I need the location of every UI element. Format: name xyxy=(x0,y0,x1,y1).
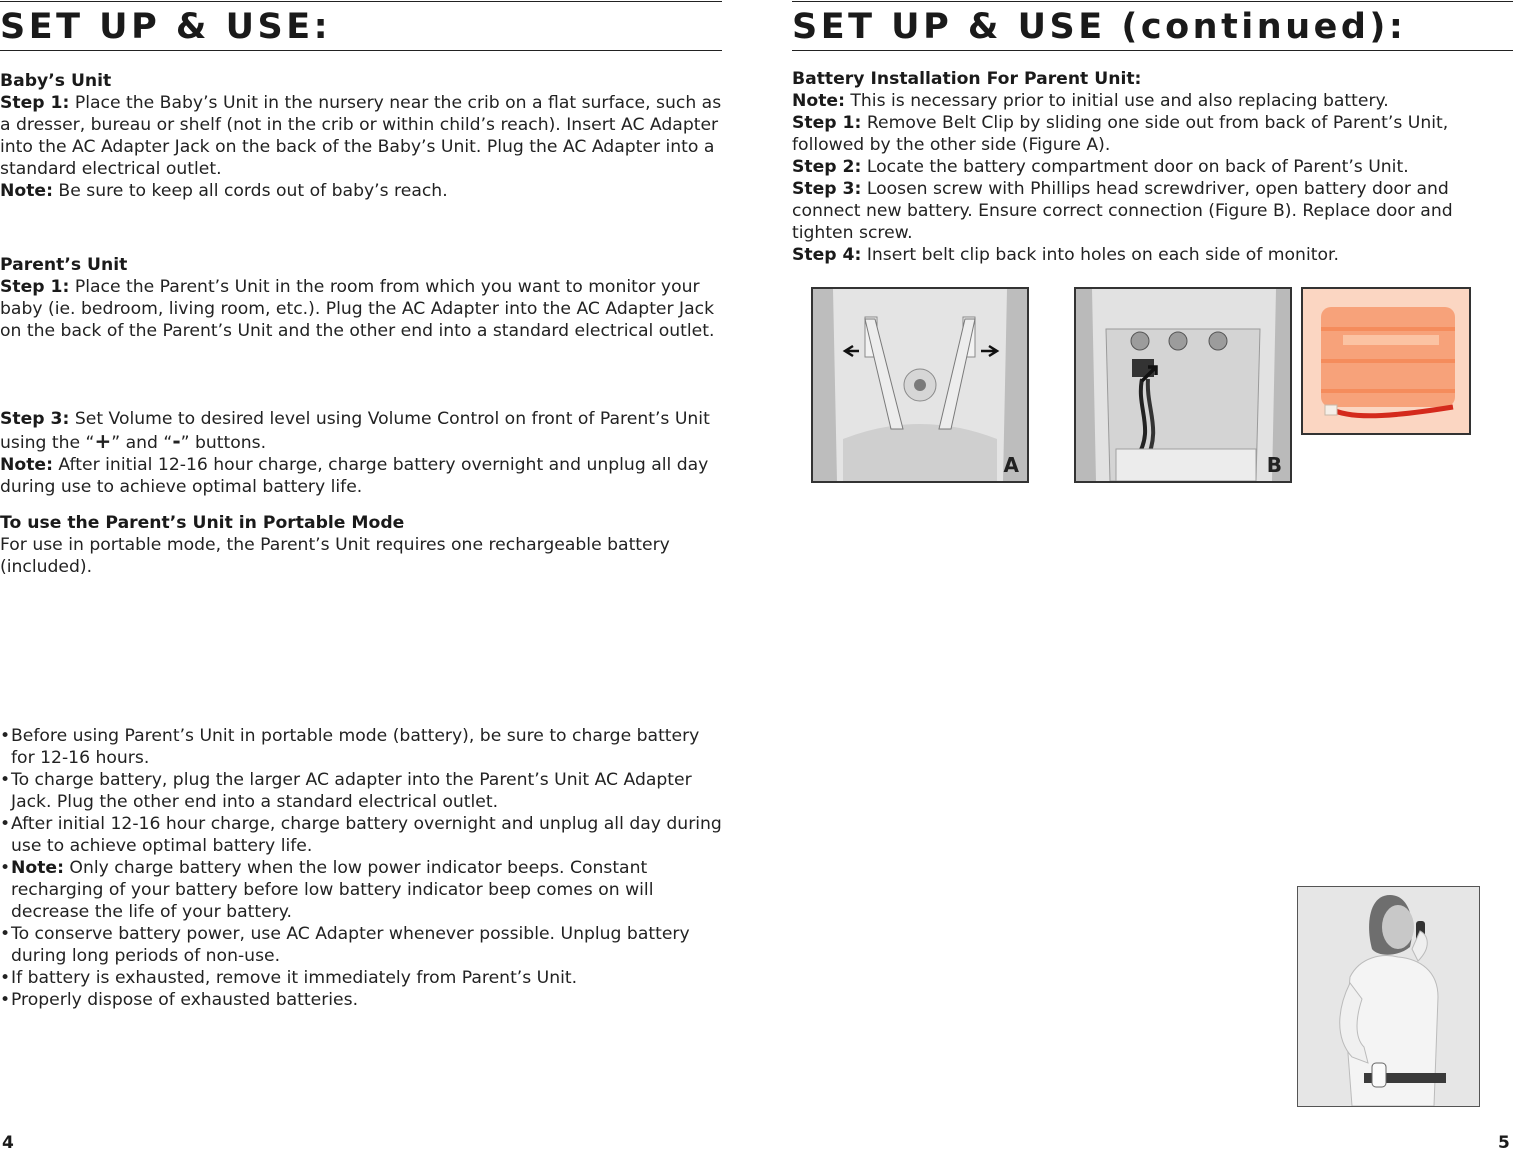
step3-label: Step 3: xyxy=(792,179,862,199)
step1-label: Step 1: xyxy=(792,113,862,133)
step3-text-b: ” and “ xyxy=(111,433,173,453)
belt-clip-illustration xyxy=(813,289,1027,481)
step1-label: Step 1: xyxy=(0,93,70,113)
bullet-text: After initial 12-16 hour charge, charge battery overnight and unplug all day during use to achieve optimal battery life. xyxy=(11,814,722,856)
figure-a-label: A xyxy=(1003,453,1019,477)
bullet-text: To conserve battery power, use AC Adapter whenever possible. Unplug battery during long periods of non-use. xyxy=(11,924,690,966)
parents-unit-heading: Parent’s Unit xyxy=(0,255,128,275)
bullet-text: To charge battery, plug the larger AC adapter into the Parent’s Unit AC Adapter Jack. Plug the other end into a standard electrical outlet. xyxy=(11,770,692,812)
list-item: •Note: Only charge battery when the low power indicator beeps. Constant recharging of your battery before low battery indicator beep comes on will decrease the life of your battery. xyxy=(0,858,654,922)
title-rule xyxy=(792,50,1513,51)
step4-text: Insert belt clip back into holes on each side of monitor. xyxy=(861,245,1339,265)
step1-text: Place the Parent’s Unit in the room from which you want to monitor your baby (ie. bedroom, living room, etc.). Plug the AC Adapter into the AC Adapter Jack on the back of the Parent’s Unit and the other end into a standard electrical outlet. xyxy=(0,277,715,341)
portable-mode-heading: To use the Parent’s Unit in Portable Mode xyxy=(0,513,405,533)
step1-text: Remove Belt Clip by sliding one side out from back of Parent’s Unit, followed by the other side (Figure A). xyxy=(792,113,1449,155)
bullet-text: Before using Parent’s Unit in portable mode (battery), be sure to charge battery for 12-16 hours. xyxy=(11,726,700,768)
right-page xyxy=(792,0,1513,1154)
list-item: •After initial 12-16 hour charge, charge battery overnight and unplug all day during use to achieve optimal battery life. xyxy=(0,814,722,856)
portable-mode-section xyxy=(0,512,722,578)
page-title: SET UP & USE: xyxy=(0,7,332,47)
step3-label: Step 3: xyxy=(0,409,70,429)
battery-compartment-illustration xyxy=(1076,289,1290,481)
step1-text: Place the Baby’s Unit in the nursery near the crib on a flat surface, such as a dresser, bureau or shelf (not in the crib or within child’s reach). Insert AC Adapter into the AC Adapter Jack on the back of the Baby’s Unit. Plug the AC Adapter into a standard electrical outlet. xyxy=(0,93,722,179)
battery-installation-heading: Battery Installation For Parent Unit: xyxy=(792,69,1142,89)
portable-mode-text: For use in portable mode, the Parent’s Unit requires one rechargeable battery (included). xyxy=(0,535,670,577)
top-rule xyxy=(0,1,722,2)
step3-text-a: Set Volume to desired level using Volume Control on front of Parent’s Unit using the “ xyxy=(0,409,710,453)
plus-symbol: + xyxy=(94,429,112,453)
minus-symbol: - xyxy=(172,429,181,453)
battery-pack-illustration xyxy=(1303,289,1469,433)
battery-tips-list xyxy=(0,725,722,1011)
step3-text: Loosen screw with Phillips head screwdriver, open battery door and connect new battery. Ensure correct connection (Figure B). Replace door and tighten screw. xyxy=(792,179,1453,243)
note-label: Note: xyxy=(792,91,845,111)
left-page xyxy=(0,0,722,1154)
step4-label: Step 4: xyxy=(792,245,862,265)
note-text: Be sure to keep all cords out of baby’s reach. xyxy=(52,181,448,201)
bullet-text: If battery is exhausted, remove it immediately from Parent’s Unit. xyxy=(11,968,578,988)
page-number: 5 xyxy=(1498,1133,1510,1153)
page-title: SET UP & USE (continued): xyxy=(792,7,1407,47)
step3-section xyxy=(0,408,722,498)
figure-b-battery-compartment-photo xyxy=(1074,287,1292,483)
woman-illustration xyxy=(1298,887,1479,1106)
parents-unit-section xyxy=(0,254,722,342)
woman-with-parent-unit-photo xyxy=(1297,886,1480,1107)
step2-text: Locate the battery compartment door on back of Parent’s Unit. xyxy=(861,157,1409,177)
title-rule xyxy=(0,50,722,51)
figure-a-belt-clip-photo xyxy=(811,287,1029,483)
note-label: Note: xyxy=(11,858,64,878)
step3-text-c: ” buttons. xyxy=(180,433,267,453)
note-label: Note: xyxy=(0,455,53,475)
note-label: Note: xyxy=(0,181,53,201)
page-number: 4 xyxy=(2,1133,14,1153)
note-text: After initial 12-16 hour charge, charge battery overnight and unplug all day during use to achieve optimal battery life. xyxy=(0,455,709,497)
note-text: This is necessary prior to initial use and also replacing battery. xyxy=(844,91,1389,111)
list-item: •If battery is exhausted, remove it immediately from Parent’s Unit. xyxy=(0,968,578,988)
bullet-text: Properly dispose of exhausted batteries. xyxy=(11,990,359,1010)
babys-unit-section xyxy=(0,70,722,202)
list-item: •To conserve battery power, use AC Adapter whenever possible. Unplug battery during long periods of non-use. xyxy=(0,924,690,966)
step1-label: Step 1: xyxy=(0,277,70,297)
battery-installation-section xyxy=(792,68,1492,266)
list-item: •Properly dispose of exhausted batteries. xyxy=(0,990,359,1010)
babys-unit-heading: Baby’s Unit xyxy=(0,71,112,91)
top-rule xyxy=(792,1,1513,2)
step2-label: Step 2: xyxy=(792,157,862,177)
battery-photo xyxy=(1301,287,1471,435)
list-item: •Before using Parent’s Unit in portable mode (battery), be sure to charge battery for 12-16 hours. xyxy=(0,726,700,768)
figure-b-label: B xyxy=(1266,453,1282,477)
list-item: •To charge battery, plug the larger AC adapter into the Parent’s Unit AC Adapter Jack. Plug the other end into a standard electrical outlet. xyxy=(0,770,692,812)
bullet-text: Only charge battery when the low power indicator beeps. Constant recharging of your battery before low battery indicator beep comes on will decrease the life of your battery. xyxy=(11,858,654,922)
